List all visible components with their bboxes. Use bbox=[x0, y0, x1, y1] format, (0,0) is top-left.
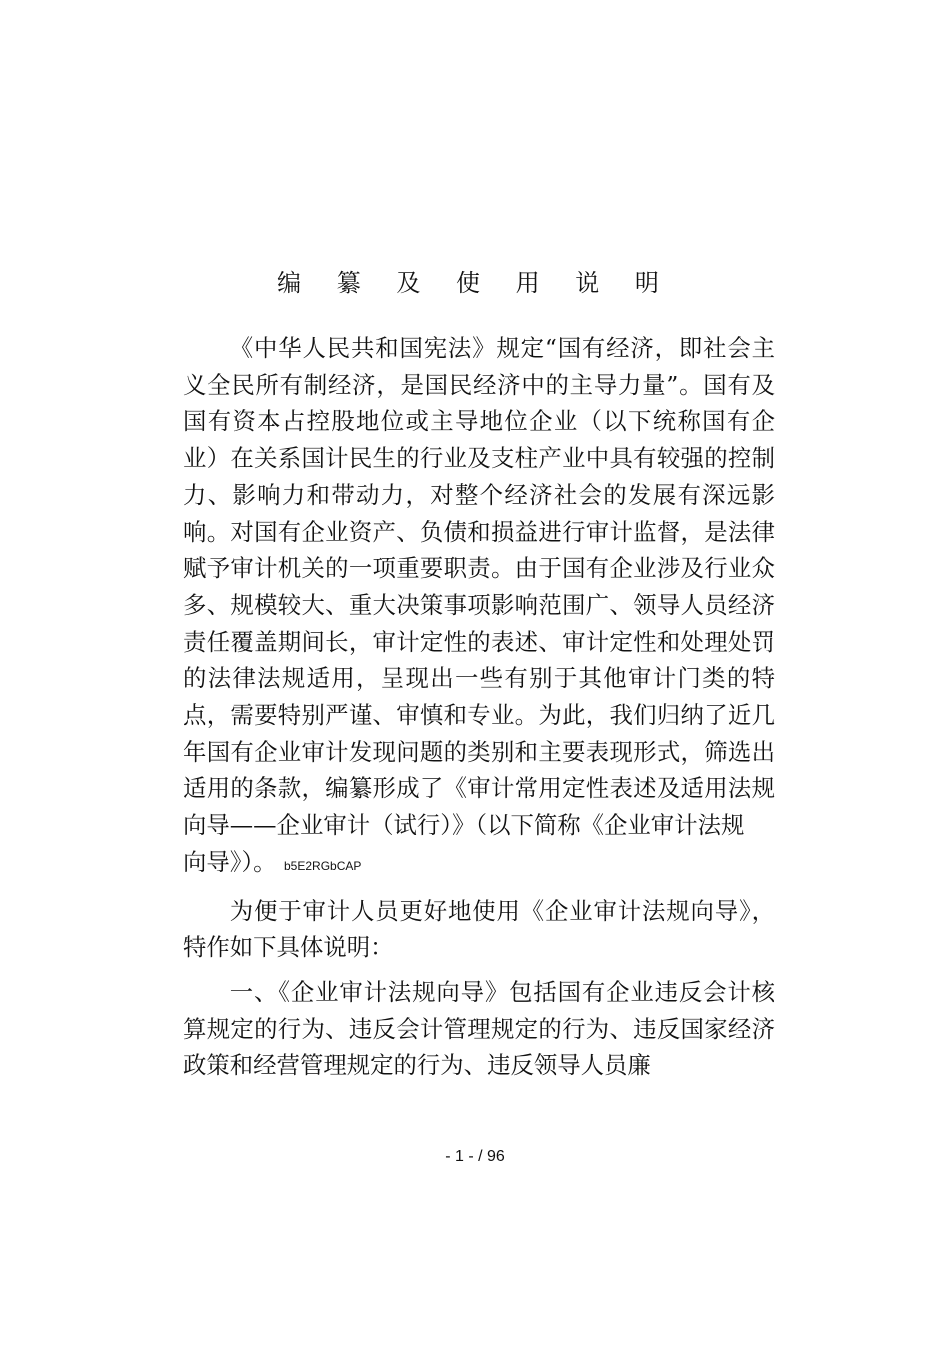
page-number: - 1 - / 96 bbox=[445, 1148, 505, 1165]
paragraph-usage: 为便于审计人员更好地使用《企业审计法规向导》，特作如下具体说明： bbox=[183, 896, 775, 962]
paragraph-intro-tail bbox=[183, 844, 775, 885]
reference-code: b5E2RGbCAP bbox=[284, 858, 362, 873]
paragraph-item-one: 一、《企业审计法规向导》包括国有企业违反会计核算规定的行为、违反会计管理规定的行为、违反国家经济政策和经营管理规定的行为、违反领导人员廉 bbox=[183, 977, 775, 1080]
paragraph-intro-tail-text: 向导》）。 bbox=[183, 847, 277, 876]
document-title: 编 纂 及 使 用 说 明 bbox=[277, 269, 673, 297]
paragraph-gap bbox=[183, 885, 775, 893]
document-body bbox=[183, 330, 775, 1084]
paragraph-intro: 《中华人民共和国宪法》规定“国有经济，即社会主义全民所有制经济，是国民经济中的主导力量”。国有及国有资本占控股地位或主导地位企业（以下统称国有企业）在关系国计民生的行业及支柱产业中具有较强的控制力、影响力和带动力，对整个经济社会的发展有深远影响。对国有企业资产、负债和损益进行审计监督，是法律赋予审计机关的一项重要职责。由于国有企业涉及行业众多、规模较大、重大决策事项影响范围广、领导人员经济责任覆盖期间长，审计定性的表述、审计定性和处理处罚的法律法规适用，呈现出一些有别于其他审计门类的特点，需要特别严谨、审慎和专业。为此，我们归纳了近几年国有企业审计发现问题的类别和主要表现形式，筛选出适用的条款，编纂形成了《审计常用定性表述及适用法规向导——企业审计（试行）》（以下简称《企业审计法规 bbox=[183, 334, 775, 840]
paragraph-gap bbox=[183, 966, 775, 974]
